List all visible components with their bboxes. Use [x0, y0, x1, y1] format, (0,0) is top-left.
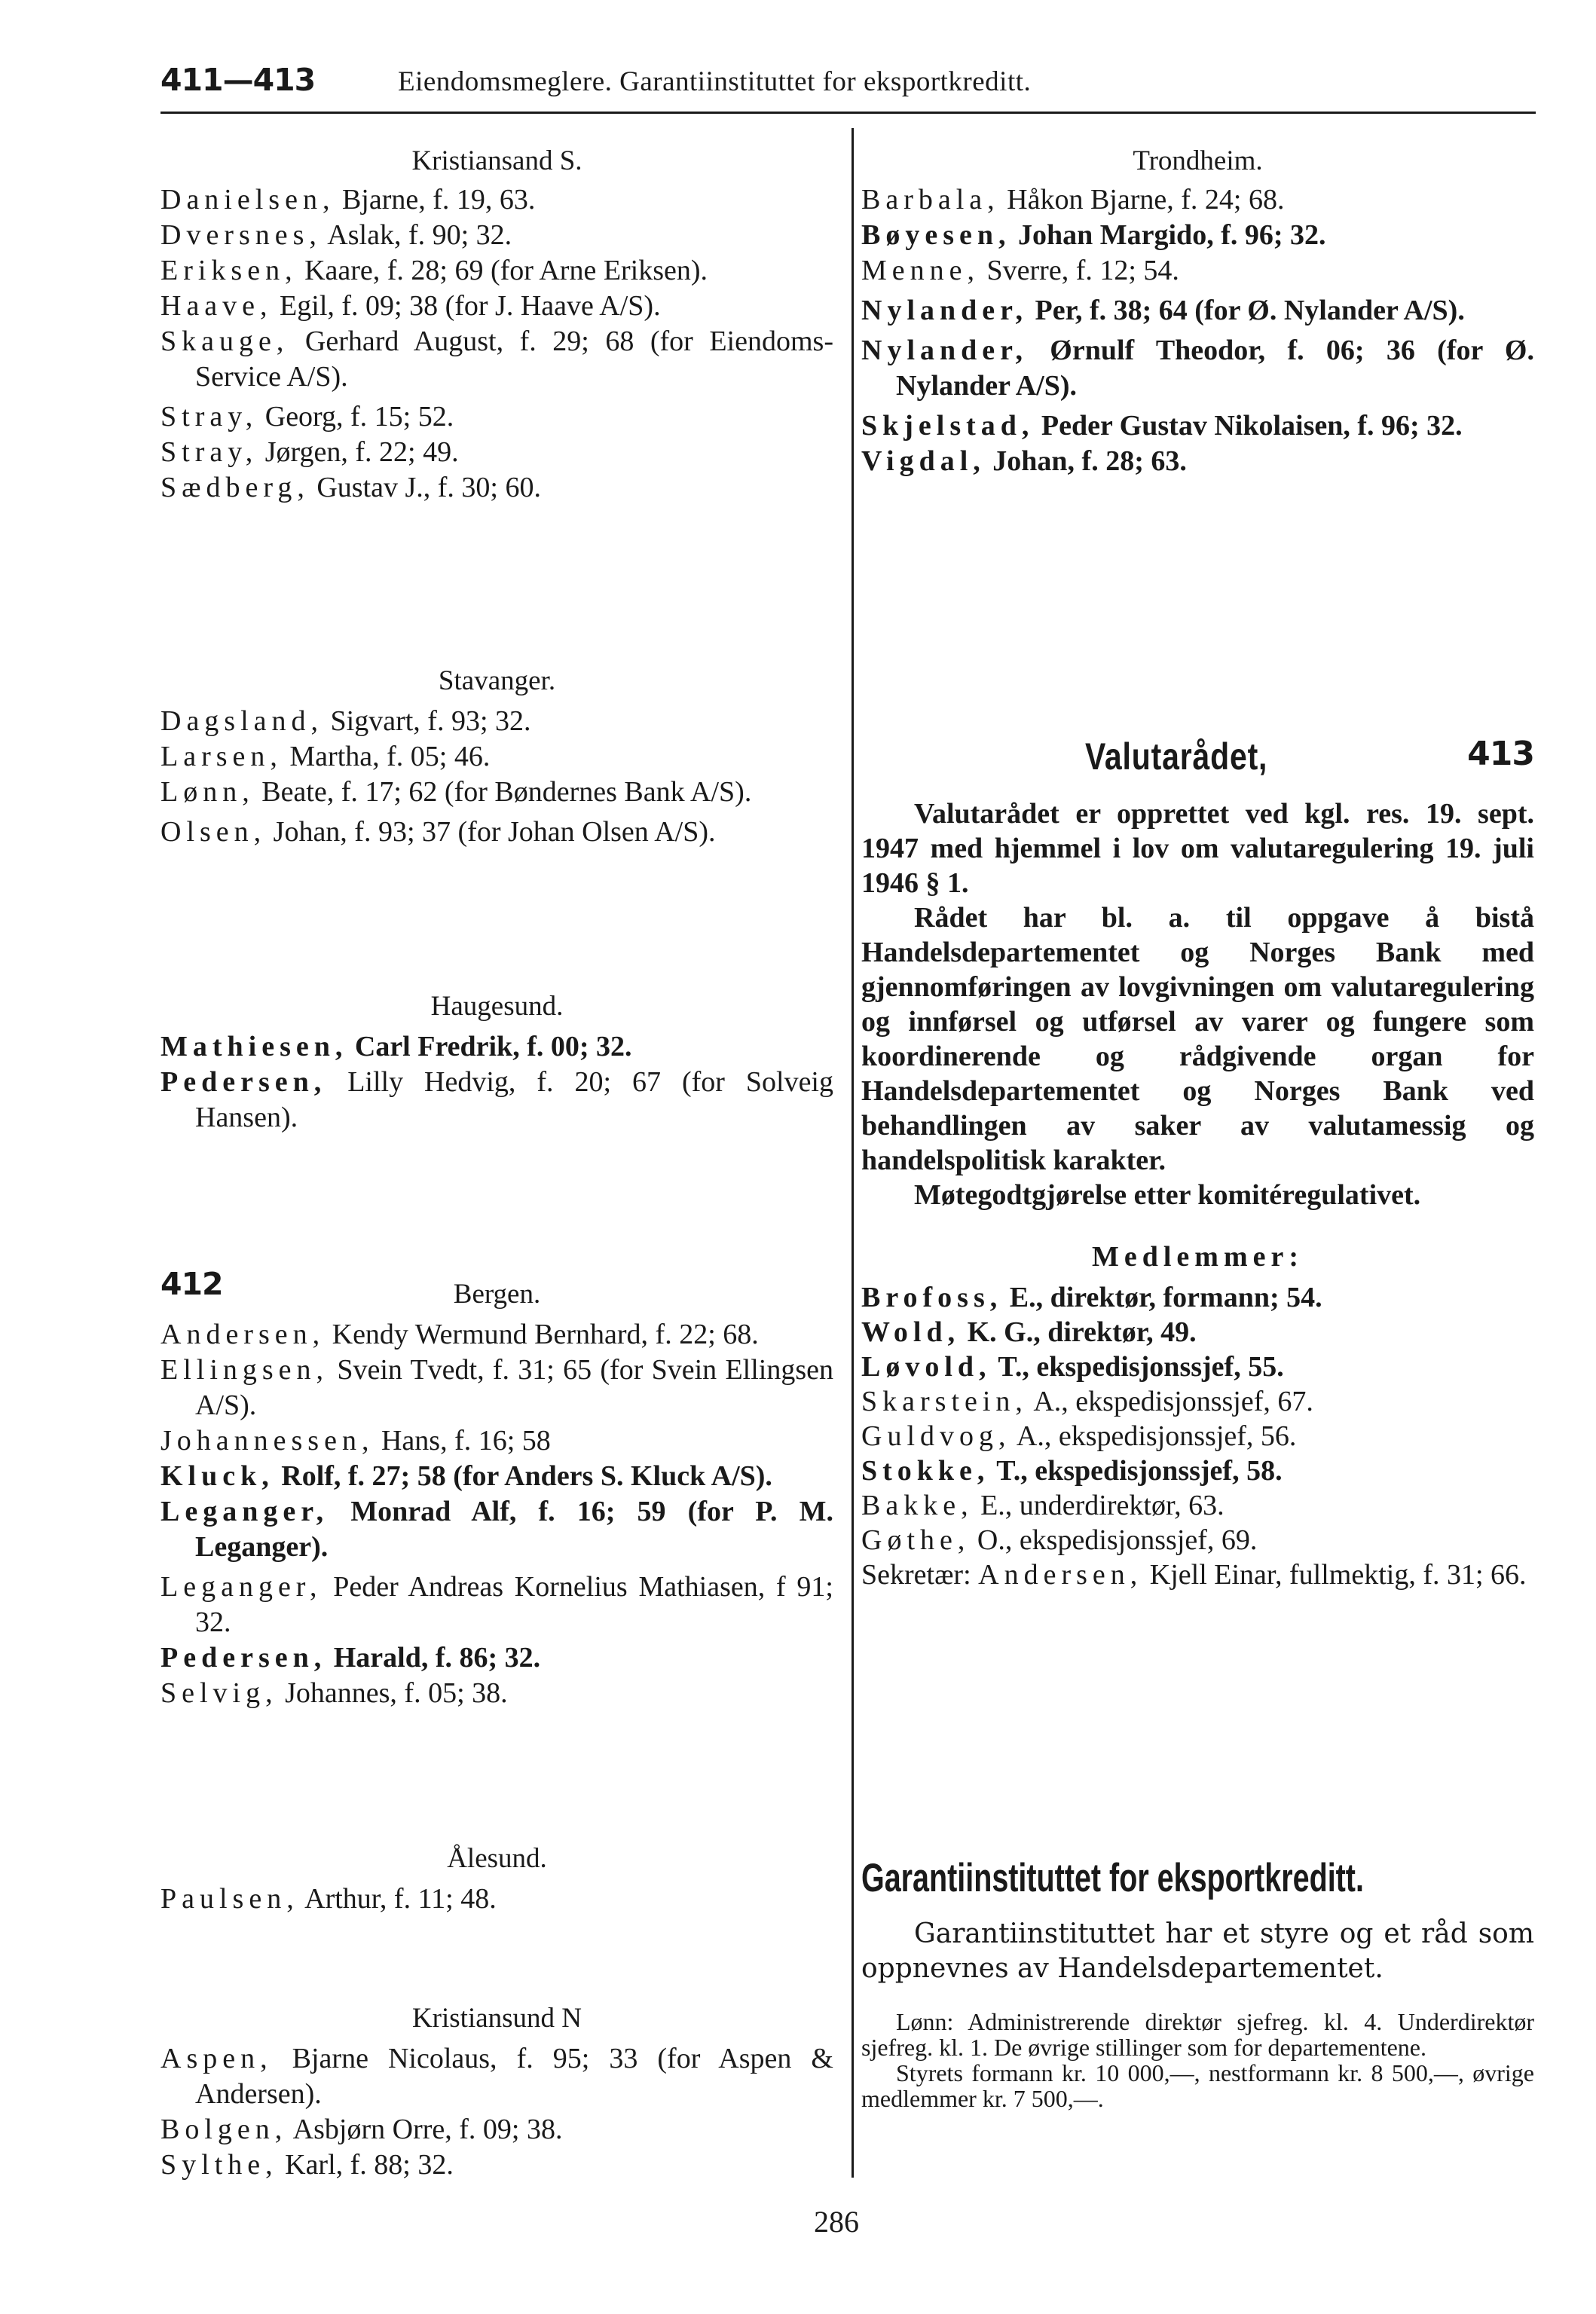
entry-details: Johan, f. 28; 63. [985, 445, 1187, 477]
entry-details: Bjarne Nicolaus, f. 95; 33 (for Aspen & Andersen). [195, 2043, 833, 2110]
member-name: Wold, [861, 1316, 961, 1348]
list-item [161, 289, 833, 324]
city-heading: Bergen. [453, 1279, 541, 1310]
city-heading: Haugesund. [430, 991, 564, 1022]
entry-details: Rolf, f. 27; 58 (for Anders S. Kluck A/S). [274, 1460, 772, 1492]
entry-name: Sædberg, [161, 472, 310, 503]
entry-details: Carl Fredrik, f. 00; 32. [347, 1031, 632, 1062]
list-item [161, 704, 833, 739]
entry-details: Arthur, f. 11; 48. [298, 1883, 497, 1915]
city-heading: Trondheim. [1133, 145, 1263, 176]
section-bergen [161, 1266, 833, 1711]
list-item [161, 1459, 833, 1494]
list-item [161, 1423, 833, 1459]
entry-name: Stray, [161, 436, 258, 468]
list-item [161, 399, 833, 435]
members-list [861, 1280, 1534, 1592]
list-item [161, 2041, 833, 2112]
entry-name: Nylander, [861, 295, 1029, 326]
entry-name: Leganger, [161, 1496, 329, 1527]
entry-name: Sylthe, [161, 2149, 278, 2181]
section-stavanger [161, 663, 833, 850]
list-item [161, 2147, 833, 2183]
city-heading: Ålesund. [447, 1843, 547, 1874]
list-item [161, 815, 833, 850]
list-item [161, 1494, 833, 1565]
entry-details: Svein Tvedt, f. 31; 65 (for Svein Ellingsen A/S). [195, 1354, 833, 1421]
entry-list [161, 1881, 833, 1917]
member-details: A., ekspedisjonssjef, 67. [1027, 1386, 1313, 1417]
entry-name: Stray, [161, 401, 258, 433]
member-details: T., ekspedisjonssjef, 58. [989, 1455, 1283, 1487]
entry-list [861, 182, 1534, 479]
valutaradet-heading [861, 735, 1534, 796]
entry-details: Beate, f. 17; 62 (for Bøndernes Bank A/S). [254, 776, 752, 808]
entry-details: Per, f. 38; 64 (for Ø. Nylander A/S). [1028, 295, 1465, 326]
entry-name: Leganger, [161, 1571, 323, 1603]
list-item [861, 1523, 1534, 1557]
entry-details: Jørgen, f. 22; 49. [258, 436, 459, 468]
list-item [161, 435, 833, 470]
entry-name: Bolgen, [161, 2114, 288, 2145]
list-item [161, 182, 833, 218]
entry-name: Larsen, [161, 741, 283, 772]
list-item [161, 1029, 833, 1065]
member-details: A., ekspedisjonssjef, 56. [1010, 1420, 1297, 1452]
valutaradet-title: Valutarådet, [1085, 735, 1268, 778]
member-details: E., underdirektør, 63. [973, 1490, 1225, 1521]
entry-details: Monrad Alf, f. 16; 59 (for P. M. Leganger). [195, 1496, 833, 1563]
section-garanti [861, 1855, 1534, 2111]
entry-details: Bjarne, f. 19, 63. [335, 184, 536, 216]
entry-name: Ellingsen, [161, 1354, 329, 1386]
garanti-salary-note: Lønn: Administrerende direktør sjefreg. kl. 4. Underdirektør sjefreg. kl. 1. De øvrige stillinger som for departementene. [861, 2008, 1534, 2061]
member-name: Brofoss, [861, 1282, 1003, 1313]
list-item [161, 1881, 833, 1917]
entry-details: Sverre, f. 12; 54. [980, 255, 1179, 286]
entry-details: Egil, f. 09; 38 (for J. Haave A/S). [272, 290, 661, 322]
list-item [861, 408, 1534, 444]
entry-details: Gerhard August, f. 29; 68 (for Eiendoms-Service A/S). [195, 326, 833, 393]
member-name: Bakke, [861, 1490, 974, 1521]
entry-name: Lønn, [161, 776, 255, 808]
header-title: Eiendomsmeglere. Garantiinstituttet for eksportkreditt. [398, 66, 1032, 97]
list-item [161, 1353, 833, 1423]
list-item [161, 1317, 833, 1353]
entry-name: Menne, [861, 255, 980, 286]
entry-details: Lilly Hedvig, f. 20; 67 (for Solveig Hansen). [195, 1066, 833, 1133]
section-trondheim [861, 143, 1534, 479]
entry-name: Kluck, [161, 1460, 274, 1492]
entry-name: Aspen, [161, 2043, 273, 2074]
list-item [861, 1315, 1534, 1350]
entry-details: Kendy Wermund Bernhard, f. 22; 68. [325, 1319, 759, 1350]
list-item [161, 739, 833, 775]
entry-name: Vigdal, [861, 445, 986, 477]
city-heading: Kristiansund N [411, 2003, 582, 2034]
list-item [161, 1065, 833, 1136]
page-number: 286 [814, 2205, 859, 2239]
entry-name: Selvig, [161, 1677, 278, 1709]
list-item [161, 775, 833, 810]
section-kristiansand-s [161, 143, 833, 506]
member-details: K. G., direktør, 49. [960, 1316, 1197, 1348]
garanti-paragraph: Garantiinstituttet har et styre og et råd som oppnevnes av Handelsdepartementet. [861, 1918, 1534, 1984]
list-item [161, 253, 833, 289]
entry-name: Dversnes, [161, 219, 322, 251]
entry-name: Dagsland, [161, 705, 324, 737]
entry-details: Johan Margido, f. 96; 32. [1010, 219, 1326, 251]
entry-name: Haave, [161, 290, 273, 322]
list-item [861, 1384, 1534, 1419]
valutaradet-paragraph: Møtegodtgjørelse etter komitéregulativet. [914, 1179, 1421, 1211]
section-valutaradet [861, 735, 1534, 1592]
list-item [161, 218, 833, 253]
member-name: Gøthe, [861, 1524, 971, 1556]
valutaradet-paragraph: Valutarådet er opprettet ved kgl. res. 19. sept. 1947 med hjemmel i lov om valutaregulering 19. juli 1946 § 1. [861, 798, 1534, 899]
secretary-label: Sekretær: [861, 1559, 971, 1591]
entry-details: Peder Andreas Kornelius Mathiasen, f 91; 32. [195, 1571, 833, 1638]
entry-list [161, 2041, 833, 2183]
list-item [861, 444, 1534, 479]
section-number: 412 [161, 1266, 223, 1302]
list-item [861, 253, 1534, 289]
entry-details: Sigvart, f. 93; 32. [323, 705, 531, 737]
entry-name: Paulsen, [161, 1883, 299, 1915]
secretary-details: Kjell Einar, fullmektig, f. 31; 66. [1142, 1559, 1527, 1591]
member-name: Løvold, [861, 1351, 992, 1383]
list-item [861, 218, 1534, 253]
member-details: E., direktør, formann; 54. [1002, 1282, 1322, 1313]
header-page-range: 411—413 [161, 62, 316, 98]
entry-name: Olsen, [161, 816, 267, 848]
entry-details: Håkon Bjarne, f. 24; 68. [999, 184, 1285, 216]
entry-details: Karl, f. 88; 32. [277, 2149, 454, 2181]
member-details: T., ekspedisjonssjef, 55. [991, 1351, 1284, 1383]
garanti-title: Garantiinstituttet for eksportkreditt. [861, 1856, 1364, 1900]
list-item [861, 333, 1534, 404]
garanti-fee-note: Styrets formann kr. 10 000,—, nestformann kr. 8 500,—, øvrige medlemmer kr. 7 500,—. [861, 2059, 1534, 2112]
entry-name: Bøyesen, [861, 219, 1011, 251]
member-name: Skarstein, [861, 1386, 1028, 1417]
entry-name: Barbala, [861, 184, 1000, 216]
entry-name: Pedersen, [161, 1066, 327, 1098]
section-number: 413 [1467, 735, 1534, 773]
member-name: Stokke, [861, 1455, 990, 1487]
section-kristiansund-n [161, 2001, 833, 2183]
list-item [861, 1350, 1534, 1384]
entry-details: Hans, f. 16; 58 [374, 1425, 551, 1457]
entry-list [161, 704, 833, 850]
members-heading: Medlemmer: [1092, 1241, 1304, 1273]
entry-details: Asbjørn Orre, f. 09; 38. [287, 2114, 563, 2145]
entry-name: Pedersen, [161, 1642, 327, 1674]
member-name: Guldvog, [861, 1420, 1011, 1452]
list-item [861, 1419, 1534, 1454]
entry-details: Martha, f. 05; 46. [282, 741, 491, 772]
list-item [161, 1640, 833, 1676]
entry-details: Johannes, f. 05; 38. [277, 1677, 508, 1709]
entry-name: Nylander, [861, 335, 1029, 366]
entry-list [161, 182, 833, 506]
entry-details: Harald, f. 86; 32. [326, 1642, 541, 1674]
entry-details: Kaare, f. 28; 69 (for Arne Eriksen). [297, 255, 708, 286]
column-divider [852, 128, 854, 2178]
secretary-name: Andersen, [978, 1559, 1143, 1591]
entry-details: Johan, f. 93; 37 (for Johan Olsen A/S). [266, 816, 716, 848]
list-item [161, 324, 833, 395]
entry-name: Andersen, [161, 1319, 326, 1350]
entry-list [161, 1029, 833, 1136]
entry-name: Danielsen, [161, 184, 335, 216]
section-haugesund [161, 989, 833, 1136]
valutaradet-paragraph: Rådet har bl. a. til oppgave å bistå Handelsdepartementet og Norges Bank med gjennomføringen av lovgivningen om valutaregulering og innførsel og utførsel av varer og fungere som koordinerende og rådgivende organ for Handelsdepartementet og Norges Bank ved behandlingen av saker av valutamessig og handelspolitisk karakter. [861, 902, 1534, 1176]
garanti-heading [861, 1855, 1534, 1917]
entry-name: Johannessen, [161, 1425, 375, 1457]
list-item [861, 1280, 1534, 1315]
entry-details: Georg, f. 15; 52. [258, 401, 454, 433]
entry-details: Gustav J., f. 30; 60. [309, 472, 541, 503]
list-item [161, 2112, 833, 2147]
list-item [161, 470, 833, 506]
list-item [161, 1676, 833, 1711]
entry-name: Skauge, [161, 326, 289, 357]
list-item [161, 1570, 833, 1640]
entry-details: Peder Gustav Nikolaisen, f. 96; 32. [1034, 410, 1463, 442]
city-heading: Kristiansand S. [411, 145, 582, 176]
list-item [861, 293, 1534, 329]
entry-details: Aslak, f. 90; 32. [321, 219, 512, 251]
entry-name: Skjelstad, [861, 410, 1035, 442]
entry-name: Mathiesen, [161, 1031, 348, 1062]
entry-list [161, 1317, 833, 1711]
entry-details: Ørnulf Theodor, f. 06; 36 (for Ø. Nylander A/S). [896, 335, 1534, 402]
list-item [861, 182, 1534, 218]
section-alesund [161, 1841, 833, 1917]
list-item [861, 1488, 1534, 1523]
list-item [861, 1454, 1534, 1488]
city-heading: Stavanger. [438, 665, 556, 696]
entry-name: Eriksen, [161, 255, 298, 286]
secretary-entry [861, 1557, 1534, 1592]
member-details: O., ekspedisjonssjef, 69. [970, 1524, 1258, 1556]
header-rule [161, 112, 1536, 114]
